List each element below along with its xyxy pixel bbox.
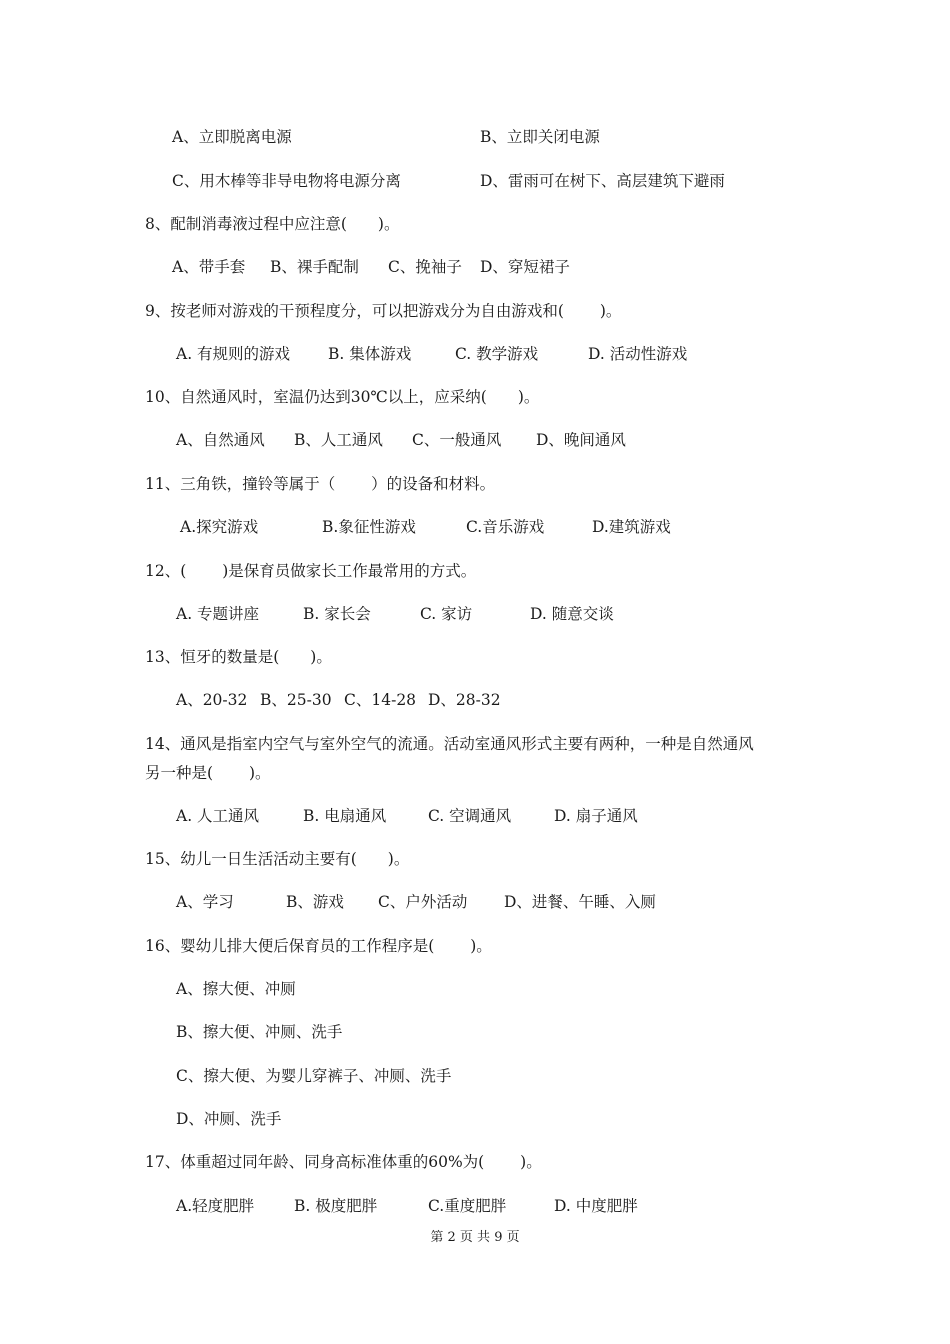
q9-stem: 9、按老师对游戏的干预程度分，可以把游戏分为自由游戏和( )。 [145, 302, 622, 320]
q17-option-c: C.重度肥胖 [428, 1197, 507, 1215]
q12-stem: 12、( )是保育员做家长工作最常用的方式。 [145, 562, 477, 580]
q8-stem: 8、配制消毒液过程中应注意( )。 [145, 215, 400, 233]
q8-option-c: C、挽袖子 [388, 258, 462, 276]
q15-option-d: D、进餐、午睡、入厕 [504, 893, 656, 911]
q17-stem: 17、体重超过同年龄、同身高标准体重的60%为( )。 [145, 1153, 542, 1171]
q9-option-b: B. 集体游戏 [328, 345, 412, 363]
q8-option-a: A、带手套 [172, 258, 246, 276]
q10-stem: 10、自然通风时，室温仍达到30℃以上，应采纳( )。 [145, 388, 540, 406]
q11-option-d: D.建筑游戏 [592, 518, 671, 536]
q14-option-a: A. 人工通风 [176, 807, 260, 825]
q10-option-b: B、人工通风 [294, 431, 383, 449]
q15-option-c: C、户外活动 [378, 893, 468, 911]
q11-stem: 11、三角铁，撞铃等属于（ ）的设备和材料。 [145, 475, 496, 493]
q16-option-c: C、擦大便、为婴儿穿裤子、冲厕、洗手 [176, 1067, 452, 1085]
q17-option-d: D. 中度肥胖 [554, 1197, 638, 1215]
q8-option-d: D、穿短裙子 [480, 258, 570, 276]
q9-option-a: A. 有规则的游戏 [176, 345, 291, 363]
q16-option-d: D、冲厕、洗手 [176, 1110, 282, 1128]
q15-stem: 15、幼儿一日生活活动主要有( )。 [145, 850, 410, 868]
q13-option-a: A、20-32 [176, 691, 248, 709]
q15-option-a: A、学习 [176, 893, 234, 911]
q14-stem-line-2: 另一种是( )。 [145, 764, 271, 782]
q12-option-c: C. 家访 [420, 605, 473, 623]
q16-option-b: B、擦大便、冲厕、洗手 [176, 1023, 343, 1041]
q13-option-c: C、14-28 [344, 691, 417, 709]
q17-option-b: B. 极度肥胖 [294, 1197, 378, 1215]
q14-option-d: D. 扇子通风 [554, 807, 638, 825]
page-number-footer: 第 2 页 共 9 页 [430, 1230, 520, 1245]
q16-stem: 16、婴幼儿排大便后保育员的工作程序是( )。 [145, 937, 492, 955]
q14-option-c: C. 空调通风 [428, 807, 512, 825]
q7-option-d: D、雷雨可在树下、高层建筑下避雨 [480, 172, 725, 190]
q13-option-d: D、28-32 [428, 691, 501, 709]
q13-option-b: B、25-30 [260, 691, 332, 709]
q11-option-a: A.探究游戏 [180, 518, 259, 536]
q15-option-b: B、游戏 [286, 893, 344, 911]
q17-option-a: A.轻度肥胖 [176, 1197, 255, 1215]
q7-option-c: C、用木棒等非导电物将电源分离 [172, 172, 401, 190]
q10-option-a: A、自然通风 [176, 431, 265, 449]
q12-option-a: A. 专题讲座 [176, 605, 260, 623]
q14-stem-line-1: 14、通风是指室内空气与室外空气的流通。活动室通风形式主要有两种，一种是自然通风 [145, 735, 754, 753]
q16-option-a: A、擦大便、冲厕 [176, 980, 296, 998]
q9-option-c: C. 教学游戏 [455, 345, 539, 363]
q12-option-d: D. 随意交谈 [530, 605, 614, 623]
q13-stem: 13、恒牙的数量是( )。 [145, 648, 332, 666]
q12-option-b: B. 家长会 [303, 605, 371, 623]
q11-option-c: C.音乐游戏 [466, 518, 545, 536]
q14-option-b: B. 电扇通风 [303, 807, 387, 825]
q10-option-c: C、一般通风 [412, 431, 502, 449]
q11-option-b: B.象征性游戏 [322, 518, 416, 536]
q8-option-b: B、裸手配制 [270, 258, 359, 276]
q7-option-b: B、立即关闭电源 [480, 128, 600, 146]
q9-option-d: D. 活动性游戏 [588, 345, 688, 363]
q10-option-d: D、晚间通风 [536, 431, 626, 449]
q7-option-a: A、立即脱离电源 [172, 128, 292, 146]
